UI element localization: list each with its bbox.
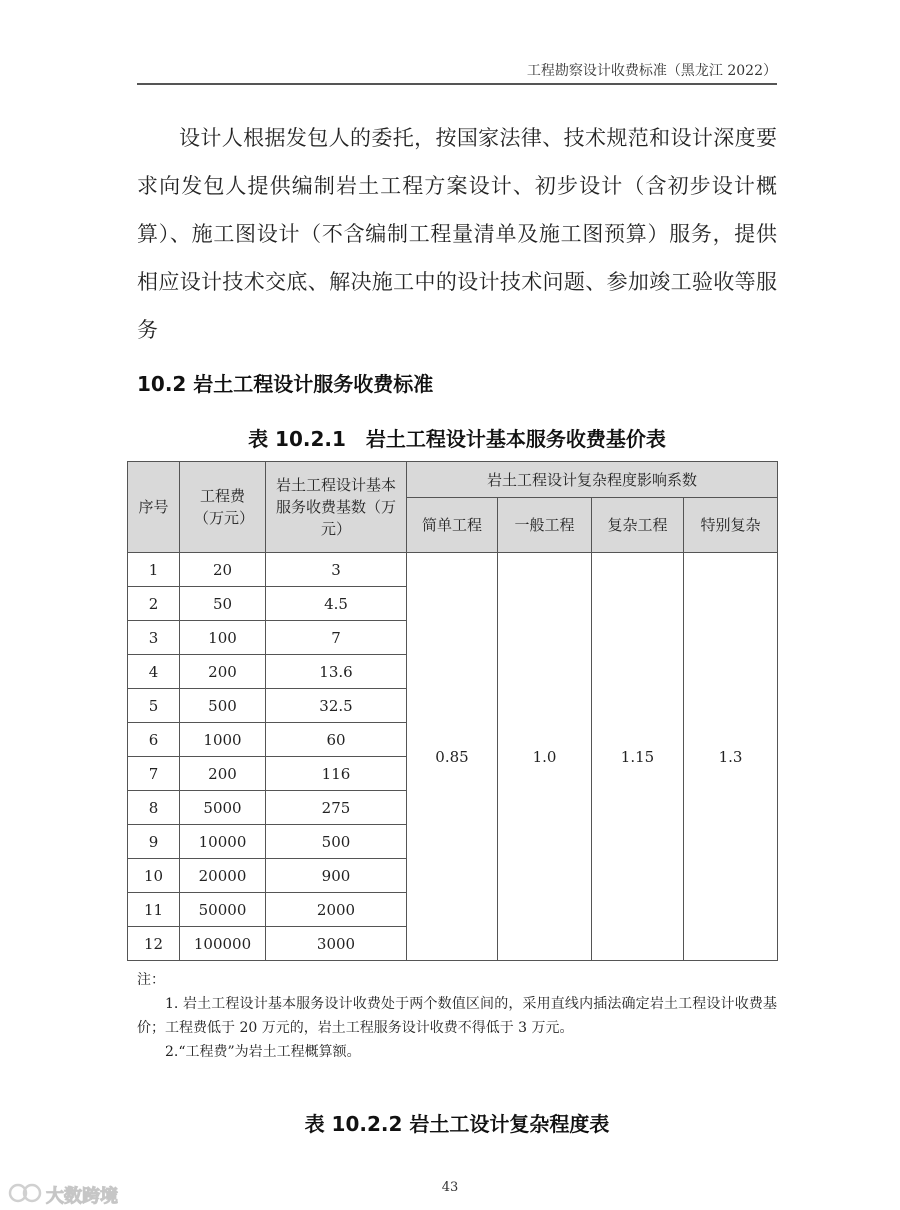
- running-header: 工程勘察设计收费标准（黑龙江 2022）: [526, 63, 777, 79]
- table-title-2: 表 10.2.2 岩土工设计复杂程度表: [304, 1112, 610, 1136]
- watermark-logo-icon: [8, 1181, 42, 1209]
- header-project-cost: 工程费（万元）: [180, 462, 266, 553]
- header-special: 特别复杂: [684, 498, 778, 553]
- cell-cost: 5000: [180, 791, 266, 825]
- table-notes: [137, 968, 777, 1064]
- fee-table: [127, 461, 778, 961]
- cell-seq: 9: [128, 825, 180, 859]
- cell-cost: 50000: [180, 893, 266, 927]
- cell-fee: 2000: [266, 893, 407, 927]
- cell-seq: 6: [128, 723, 180, 757]
- note-item: 2.“工程费”为岩土工程概算额。: [165, 1044, 361, 1060]
- cell-cost: 20: [180, 553, 266, 587]
- table-row: [128, 553, 778, 587]
- header-base-fee: 岩土工程设计基本服务收费基数（万元）: [266, 462, 407, 553]
- cell-seq: 1: [128, 553, 180, 587]
- watermark: [8, 1181, 118, 1209]
- table-title: 表 10.2.1 岩土工程设计基本服务收费基价表: [248, 427, 666, 451]
- watermark-text: 大数跨境: [46, 1186, 118, 1207]
- cell-cost: 10000: [180, 825, 266, 859]
- header-general: 一般工程: [498, 498, 592, 553]
- cell-seq: 8: [128, 791, 180, 825]
- cell-fee: 3000: [266, 927, 407, 961]
- coef-complex: 1.15: [592, 553, 684, 961]
- cell-fee: 7: [266, 621, 407, 655]
- header-complexity-group: 岩土工程设计复杂程度影响系数: [407, 462, 778, 498]
- note-item: 1. 岩土工程设计基本服务设计收费处于两个数值区间的，采用直线内插法确定岩土工程设计收费基价；工程费低于 20 万元的，岩土工程服务设计收费不得低于 3 万元。: [137, 996, 777, 1036]
- cell-seq: 2: [128, 587, 180, 621]
- cell-seq: 10: [128, 859, 180, 893]
- header-seq: 序号: [128, 462, 180, 553]
- notes-label: 注：: [137, 972, 165, 988]
- cell-cost: 500: [180, 689, 266, 723]
- cell-seq: 12: [128, 927, 180, 961]
- page-number: 43: [441, 1180, 459, 1195]
- coef-special: 1.3: [684, 553, 778, 961]
- cell-cost: 1000: [180, 723, 266, 757]
- cell-cost: 100: [180, 621, 266, 655]
- cell-fee: 116: [266, 757, 407, 791]
- cell-seq: 11: [128, 893, 180, 927]
- header-simple: 简单工程: [407, 498, 498, 553]
- intro-paragraph: 设计人根据发包人的委托，按国家法律、技术规范和设计深度要求向发包人提供编制岩土工程方案设计、初步设计（含初步设计概算）、施工图设计（不含编制工程量清单及施工图预算）服务，提供相应设计技术交底、解决施工中的设计技术问题、参加竣工验收等服务: [137, 126, 777, 342]
- cell-fee: 3: [266, 553, 407, 587]
- coef-simple: 0.85: [407, 553, 498, 961]
- cell-cost: 200: [180, 655, 266, 689]
- coef-general: 1.0: [498, 553, 592, 961]
- cell-seq: 4: [128, 655, 180, 689]
- cell-fee: 32.5: [266, 689, 407, 723]
- cell-cost: 20000: [180, 859, 266, 893]
- cell-seq: 7: [128, 757, 180, 791]
- section-heading: 10.2 岩土工程设计服务收费标准: [137, 372, 434, 396]
- cell-seq: 5: [128, 689, 180, 723]
- header-complex: 复杂工程: [592, 498, 684, 553]
- cell-seq: 3: [128, 621, 180, 655]
- cell-fee: 275: [266, 791, 407, 825]
- cell-cost: 100000: [180, 927, 266, 961]
- header-rule: [137, 83, 777, 85]
- cell-fee: 4.5: [266, 587, 407, 621]
- cell-fee: 900: [266, 859, 407, 893]
- cell-cost: 50: [180, 587, 266, 621]
- cell-cost: 200: [180, 757, 266, 791]
- cell-fee: 13.6: [266, 655, 407, 689]
- cell-fee: 60: [266, 723, 407, 757]
- cell-fee: 500: [266, 825, 407, 859]
